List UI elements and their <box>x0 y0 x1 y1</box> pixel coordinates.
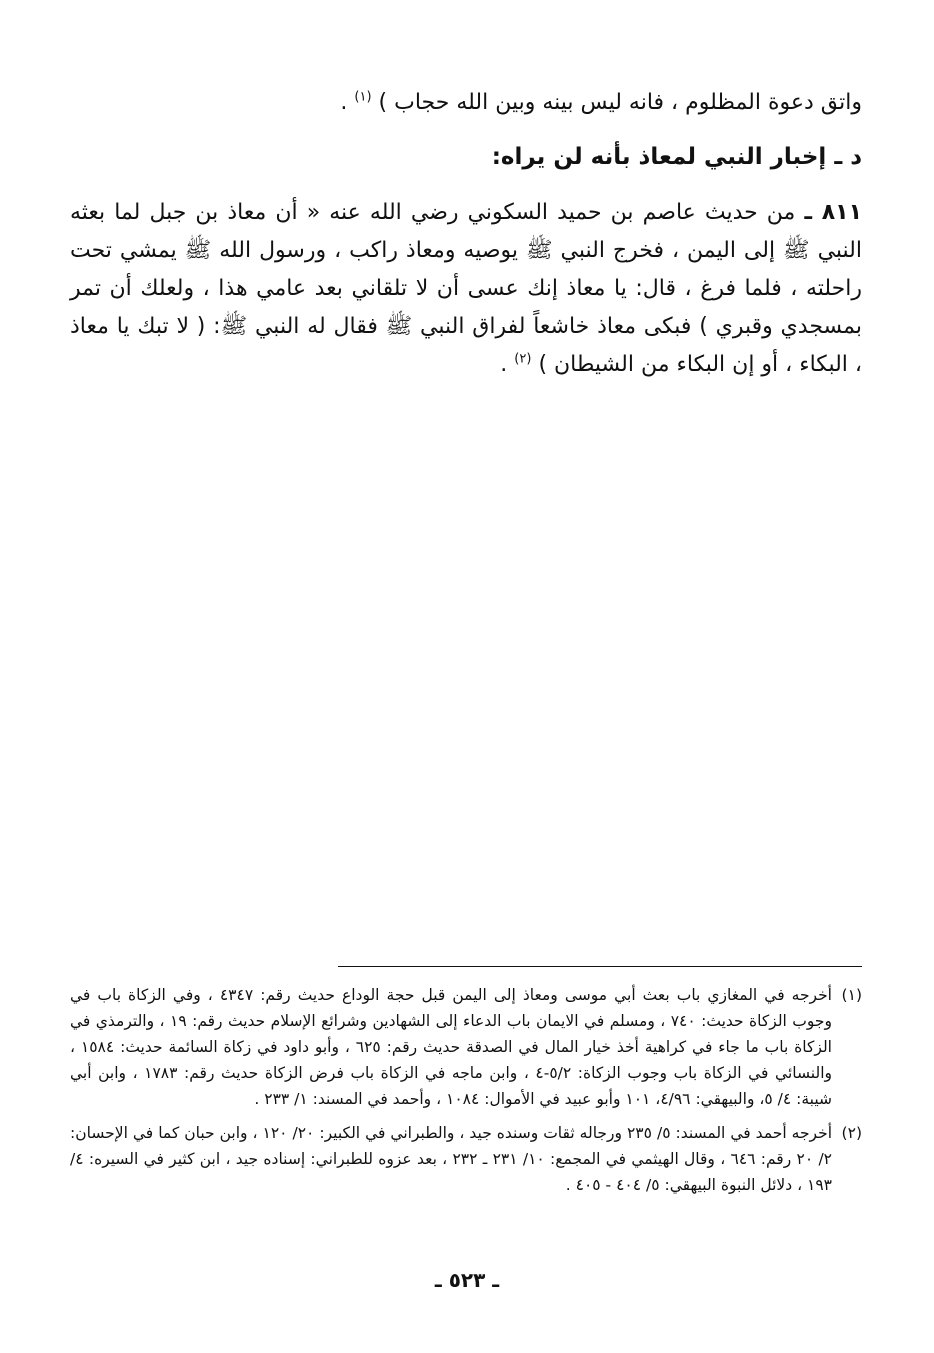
footnote-reference-2: (٢) <box>514 351 532 367</box>
footnote-text: أخرجه في المغازي باب بعث أبي موسى ومعاذ إلى اليمن قبل حجة الوداع حديث رقم: ٤٣٤٧ ، وفي الزكاة باب في وجوب الزكاة حديث: ٧٤٠ ، ومسلم في الايمان باب الدعاء إلى الشهادين وشرائع الإسلام حديث رقم: ١٩ ، والترمذي في الزكاة باب ما جاء في كراهية أخذ خيار المال في الصدقة حديث رقم: ٦٢٥ ، وأبو داود في زكاة السائمة حديث: ١٥٨٤ ، والنسائي في الزكاة باب وجوب الزكاة: ٥/٢-٤ ، وابن ماجه في الزكاة باب فرض الزكاة حديث رقم: ١٧٨٣ ، وابن أبي شيبة: ٤/ ٥، والبيهقي: ٤/٩٦، ١٠١ وأبو عبيد في الأموال: ١٠٨٤ ، وأحمد في المسند: ١/ ٢٣٣ . <box>70 986 832 1108</box>
footnote-number: (٢) <box>841 1124 862 1142</box>
footnotes <box>70 982 862 1206</box>
hadith-text: من حديث عاصم بن حميد السكوني رضي الله عنه « أن معاذ بن جبل لما بعثه النبي ﷺ إلى اليمن ، فخرج النبي ﷺ يوصيه ومعاذ راكب ، ورسول الله ﷺ يمشي تحت راحلته ، فلما فرغ ، قال: يا معاذ إنك عسى أن لا تلقاني بعد عامي هذا ، ولعلك أن تمر بمسجدي وقبري ) فبكى معاذ خاشعاً لفراق النبي ﷺ فقال له النبي ﷺ: ( لا تبك يا معاذ ، البكاء ، أو إن البكاء من الشيطان ) <box>70 200 862 377</box>
page-number: ـ ٥٢٣ ـ <box>434 1268 500 1292</box>
footnote-reference-1: (١) <box>354 89 372 105</box>
hadith-number: ٨١١ ـ <box>804 200 863 225</box>
opening-line <box>70 84 862 122</box>
hadith-paragraph <box>70 194 862 384</box>
hadith-end: . <box>500 352 508 377</box>
opening-line-end: . <box>340 90 348 115</box>
footnote-number: (١) <box>841 986 862 1004</box>
footnote-text: أخرجه أحمد في المسند: ٥/ ٢٣٥ ورجاله ثقات وسنده جيد ، والطبراني في الكبير: ٢٠/ ١٢٠ ، وابن حبان كما في الإحسان: ٢/ ٢٠ رقم: ٦٤٦ ، وقال الهيثمي في المجمع: ١٠/ ٢٣١ ـ ٢٣٢ ، بعد عزوه للطبراني: إسناده جيد ، ابن كثير في السيره: ٤/ ١٩٣ ، دلائل النبوة البيهقي: ٥/ ٤٠٤ - ٤٠٥ . <box>70 1124 832 1194</box>
footnote-separator <box>338 966 862 967</box>
footnote-1 <box>70 982 862 1112</box>
footnote-2 <box>70 1120 862 1198</box>
opening-line-text: واتق دعوة المظلوم ، فانه ليس بينه وبين الله حجاب ) <box>378 90 862 115</box>
section-heading: د ـ إخبار النبي لمعاذ بأنه لن يراه: <box>491 144 862 170</box>
